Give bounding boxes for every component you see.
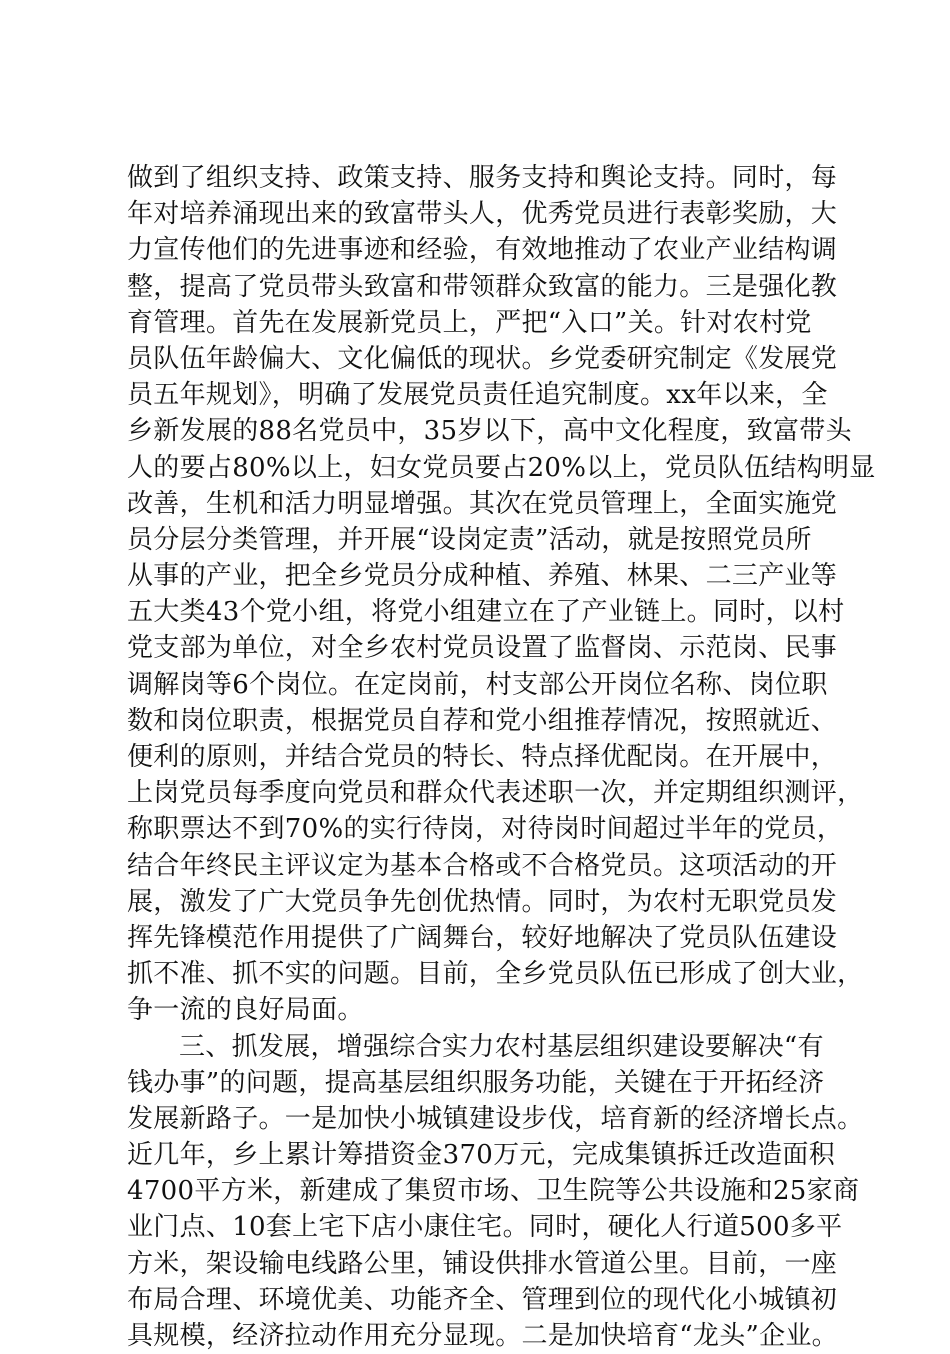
text-line: 上岗党员每季度向党员和群众代表述职一次，并定期组织测评， [127,775,827,811]
text-line: 挥先锋模范作用提供了广阔舞台，较好地解决了党员队伍建设 [127,920,827,956]
text-line: 发展新路子。一是加快小城镇建设步伐，培育新的经济增长点。 [127,1101,827,1137]
text-line: 做到了组织支持、政策支持、服务支持和舆论支持。同时，每 [127,160,827,196]
paragraph-1 [127,160,827,1029]
text-line: 育管理。首先在发展新党员上，严把“入口”关。针对农村党 [127,305,827,341]
text-line: 具规模，经济拉动作用充分显现。二是加快培育“龙头”企业。 [127,1318,827,1354]
document-body [127,160,827,1354]
text-line: 布局合理、环境优美、功能齐全、管理到位的现代化小城镇初 [127,1282,827,1318]
text-line: 结合年终民主评议定为基本合格或不合格党员。这项活动的开 [127,848,827,884]
paragraph-2 [127,1029,827,1354]
text-line: 数和岗位职责，根据党员自荐和党小组推荐情况，按照就近、 [127,703,827,739]
text-line: 整，提高了党员带头致富和带领群众致富的能力。三是强化教 [127,269,827,305]
text-line: 员分层分类管理，并开展“设岗定责”活动，就是按照党员所 [127,522,827,558]
text-line: 钱办事”的问题，提高基层组织服务功能，关键在于开拓经济 [127,1065,827,1101]
text-line: 五大类43个党小组，将党小组建立在了产业链上。同时，以村 [127,594,827,630]
text-line: 人的要占80%以上，妇女党员要占20%以上，党员队伍结构明显 [127,450,827,486]
text-line: 员五年规划》，明确了发展党员责任追究制度。xx年以来，全 [127,377,827,413]
text-line: 员队伍年龄偏大、文化偏低的现状。乡党委研究制定《发展党 [127,341,827,377]
text-line: 业门点、10套上宅下店小康住宅。同时，硬化人行道500多平 [127,1209,827,1245]
text-line: 党支部为单位，对全乡农村党员设置了监督岗、示范岗、民事 [127,630,827,666]
text-line: 从事的产业，把全乡党员分成种植、养殖、林果、二三产业等 [127,558,827,594]
text-line: 方米，架设输电线路公里，铺设供排水管道公里。目前，一座 [127,1246,827,1282]
text-line: 力宣传他们的先进事迹和经验，有效地推动了农业产业结构调 [127,232,827,268]
text-line: 便利的原则，并结合党员的特长、特点择优配岗。在开展中， [127,739,827,775]
text-line: 4700平方米，新建成了集贸市场、卫生院等公共设施和25家商 [127,1173,827,1209]
text-line: 改善，生机和活力明显增强。其次在党员管理上，全面实施党 [127,486,827,522]
text-line: 争一流的良好局面。 [127,992,827,1028]
text-line: 年对培养涌现出来的致富带头人，优秀党员进行表彰奖励，大 [127,196,827,232]
text-line: 称职票达不到70%的实行待岗，对待岗时间超过半年的党员， [127,811,827,847]
text-line: 抓不准、抓不实的问题。目前，全乡党员队伍已形成了创大业， [127,956,827,992]
text-line: 三、抓发展，增强综合实力农村基层组织建设要解决“有 [127,1029,827,1065]
text-line: 乡新发展的88名党员中，35岁以下，高中文化程度，致富带头 [127,413,827,449]
text-line: 近几年，乡上累计筹措资金370万元，完成集镇拆迁改造面积 [127,1137,827,1173]
text-line: 调解岗等6个岗位。在定岗前，村支部公开岗位名称、岗位职 [127,667,827,703]
text-line: 展，激发了广大党员争先创优热情。同时，为农村无职党员发 [127,884,827,920]
